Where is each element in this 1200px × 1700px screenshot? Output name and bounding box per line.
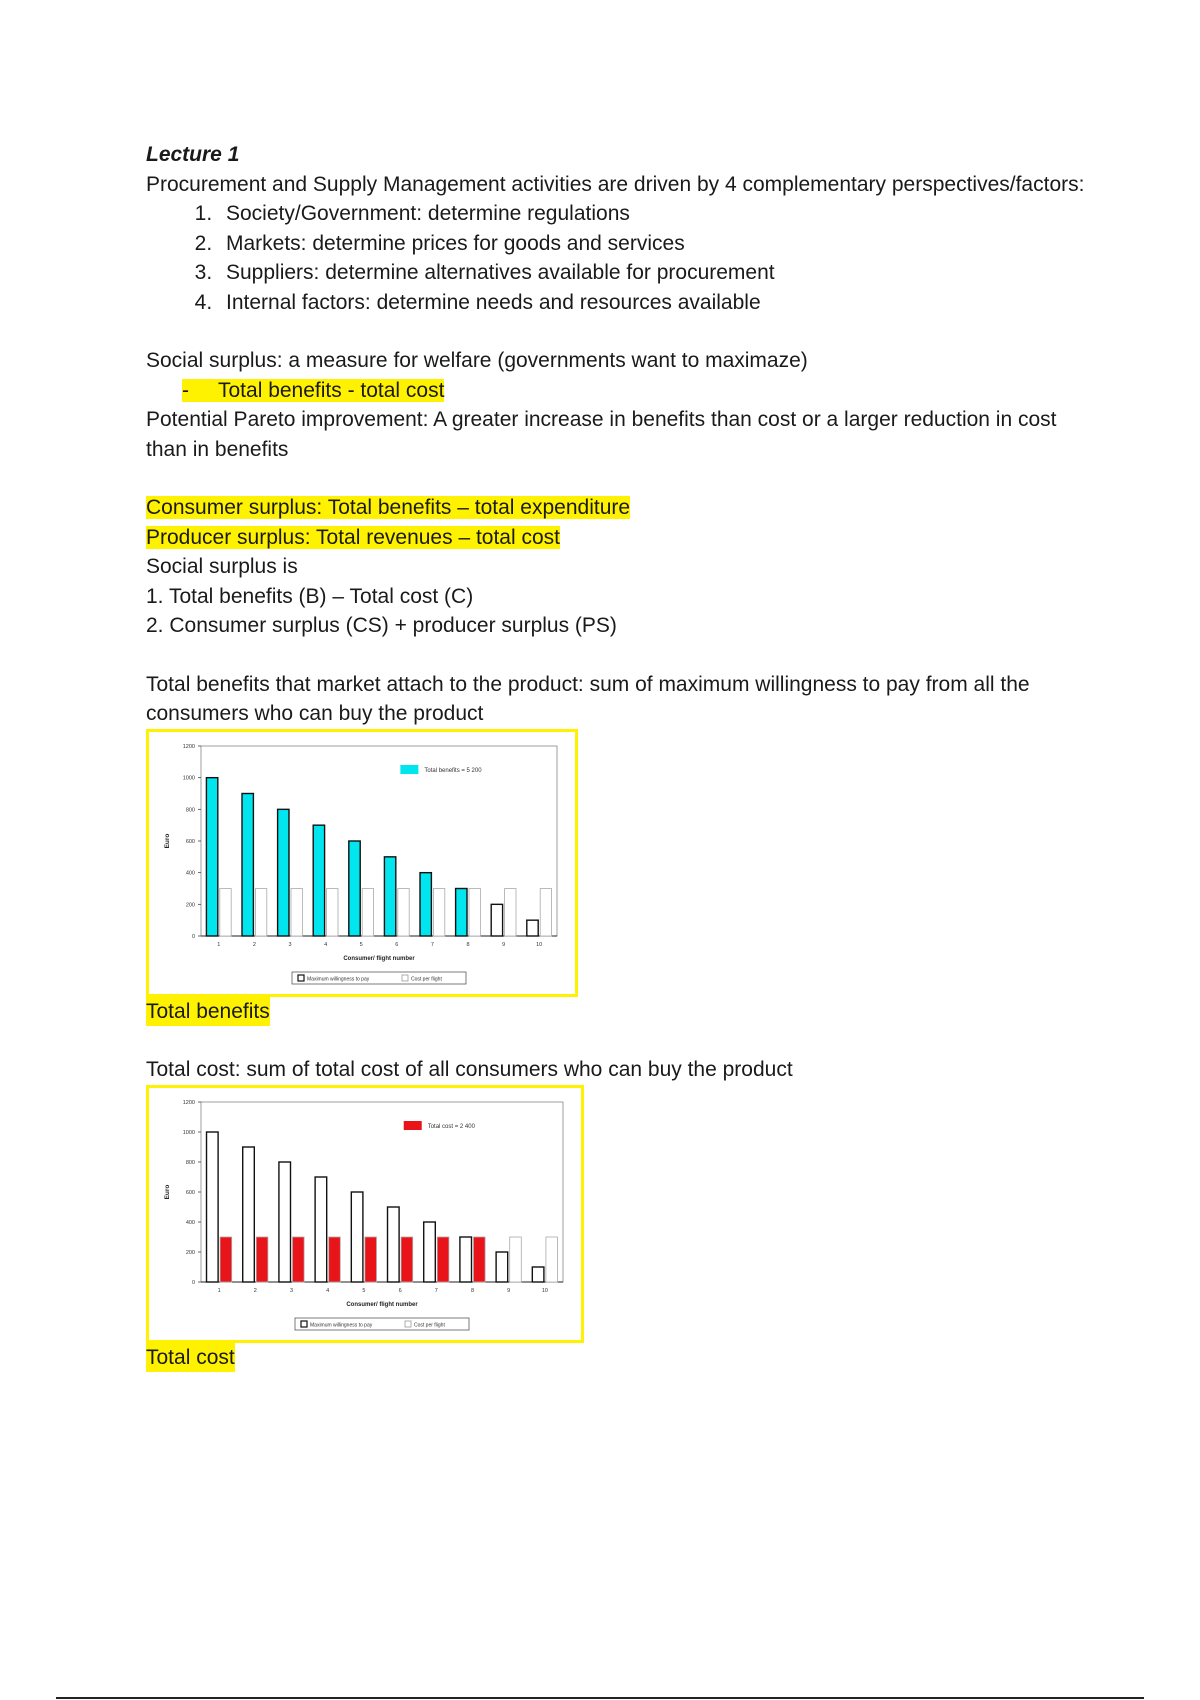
y-tick-label: 400 [185,870,195,877]
bar-willingness [242,793,253,936]
x-tick-label: 9 [507,1287,511,1294]
x-tick-label: 2 [253,1287,257,1294]
y-tick-label: 800 [185,1159,195,1166]
y-tick-label: 600 [185,838,195,845]
bar-willingness [207,1132,219,1282]
plot-area [201,746,557,936]
legend-label-willingness: Maximum willingness to pay [307,976,370,982]
bullet-text: Total benefits - total cost [218,378,445,402]
total-cost-chart [146,1085,584,1343]
annotation-swatch [404,1121,422,1130]
document-page [146,140,1096,1372]
x-tick-label: 5 [362,1287,366,1294]
x-tick-label: 10 [536,941,543,948]
x-tick-label: 1 [217,1287,221,1294]
bar-cost [365,1237,377,1282]
y-tick-label: 200 [185,901,195,908]
bar-cost [329,1237,341,1282]
legend-label-willingness: Maximum willingness to pay [310,1322,373,1328]
x-tick-label: 10 [541,1287,548,1294]
y-tick-label: 1000 [182,775,195,782]
bar-willingness [278,809,289,936]
bar-willingness [532,1267,544,1282]
bar-willingness [460,1237,472,1282]
y-tick-label: 1000 [182,1129,195,1136]
surplus-def-item: 1. Total benefits (B) – Total cost (C) [146,584,474,608]
bar-willingness [349,841,360,936]
total-benefits-chart-svg [149,732,575,994]
x-axis-label: Consumer/ flight number [343,955,415,962]
y-tick-label: 1200 [182,743,195,750]
legend-swatch-willingness [298,975,304,981]
social-surplus-is-line: Social surplus is [146,555,298,578]
total-benefits-chart [146,729,578,997]
bar-willingness [206,777,217,935]
lecture-heading: Lecture 1 [146,143,240,166]
y-tick-label: 0 [191,933,195,940]
bar-cost [437,1237,449,1282]
x-tick-label: 3 [289,1287,294,1294]
annotation-swatch [400,765,418,774]
bar-cost [255,888,266,936]
y-axis-label: Euro [164,1184,171,1199]
bar-willingness [491,904,502,936]
bar-willingness [388,1207,400,1282]
benefits-intro: Total benefits that market attach to the product: sum of maximum willingness to pay from all the consumers who can buy the product [146,672,1030,725]
social-surplus-line: Social surplus: a measure for welfare (governments want to maximaze) [146,349,808,372]
bar-willingness [420,872,431,935]
y-tick-label: 400 [185,1219,195,1226]
bar-cost [362,888,373,936]
factor-item: 4. Internal factors: determine needs and resources available [218,288,1096,318]
bar-willingness [456,888,467,936]
legend-swatch-cost [405,1321,411,1327]
bar-willingness [313,825,324,936]
producer-surplus-line: Producer surplus: Total revenues – total cost [146,525,561,549]
plot-area [201,1102,563,1282]
x-tick-label: 8 [470,1287,475,1294]
legend-swatch-cost [402,975,408,981]
total-benefits-caption: Total benefits [146,997,270,1027]
x-tick-label: 4 [326,1287,330,1294]
bar-cost [401,1237,413,1282]
bar-willingness [279,1162,291,1282]
x-tick-label: 6 [398,1287,402,1294]
total-cost-caption: Total cost [146,1343,235,1373]
bar-cost [546,1237,558,1282]
x-tick-label: 5 [359,941,363,948]
pareto-paragraph: Potential Pareto improvement: A greater increase in benefits than cost or a larger reduction in cost than in benefits [146,408,1057,461]
factor-item: 3. Suppliers: determine alternatives available for procurement [218,258,1096,288]
bar-willingness [315,1177,327,1282]
bar-cost [327,888,338,936]
bar-cost [293,1237,305,1282]
total-cost-chart-svg [149,1088,581,1340]
factor-item: 2. Markets: determine prices for goods and services [218,229,1096,259]
x-tick-label: 4 [324,941,328,948]
y-tick-label: 600 [185,1189,195,1196]
bar-cost [510,1237,522,1282]
bar-cost [256,1237,268,1282]
x-tick-label: 8 [466,941,470,948]
bar-cost [291,888,302,936]
bar-willingness [243,1147,255,1282]
annotation-label: Total benefits = 5 200 [424,767,482,774]
bar-cost [220,1237,232,1282]
x-tick-label: 3 [288,941,292,948]
x-tick-label: 2 [252,941,256,948]
factors-list [146,199,1096,317]
bar-willingness [496,1252,508,1282]
x-tick-label: 9 [502,941,506,948]
bullet-dash: - [182,378,189,402]
bar-willingness [527,920,538,936]
bar-cost [505,888,516,936]
intro-paragraph: Procurement and Supply Management activities are driven by 4 complementary perspectives/factors: [146,172,1085,196]
y-tick-label: 0 [191,1279,195,1286]
legend-swatch-willingness [301,1321,307,1327]
bar-willingness [424,1222,436,1282]
x-axis-label: Consumer/ flight number [346,1301,418,1308]
bar-cost [474,1237,486,1282]
bottom-rule [56,1697,1144,1699]
x-tick-label: 7 [430,941,434,948]
legend-label-cost: Cost per flight [411,976,442,982]
cost-intro: Total cost: sum of total cost of all consumers who can buy the product [146,1058,793,1081]
surplus-def-item: 2. Consumer surplus (CS) + producer surplus (PS) [146,614,617,637]
y-tick-label: 800 [185,806,195,813]
bar-cost [398,888,409,936]
y-tick-label: 1200 [182,1099,195,1106]
bar-willingness [351,1192,363,1282]
bar-cost [433,888,444,936]
x-tick-label: 7 [434,1287,438,1294]
factor-item: 1. Society/Government: determine regulations [218,199,1096,229]
bar-cost [469,888,480,936]
y-tick-label: 200 [185,1249,195,1256]
bullet-line [146,376,1096,406]
x-tick-label: 1 [217,941,221,948]
x-tick-label: 6 [395,941,399,948]
y-axis-label: Euro [164,833,171,848]
consumer-surplus-line: Consumer surplus: Total benefits – total expenditure [146,496,631,519]
bar-cost [220,888,231,936]
legend-label-cost: Cost per flight [414,1322,445,1328]
bar-willingness [384,856,395,935]
bar-cost [540,888,551,936]
annotation-label: Total cost = 2 400 [427,1123,475,1130]
